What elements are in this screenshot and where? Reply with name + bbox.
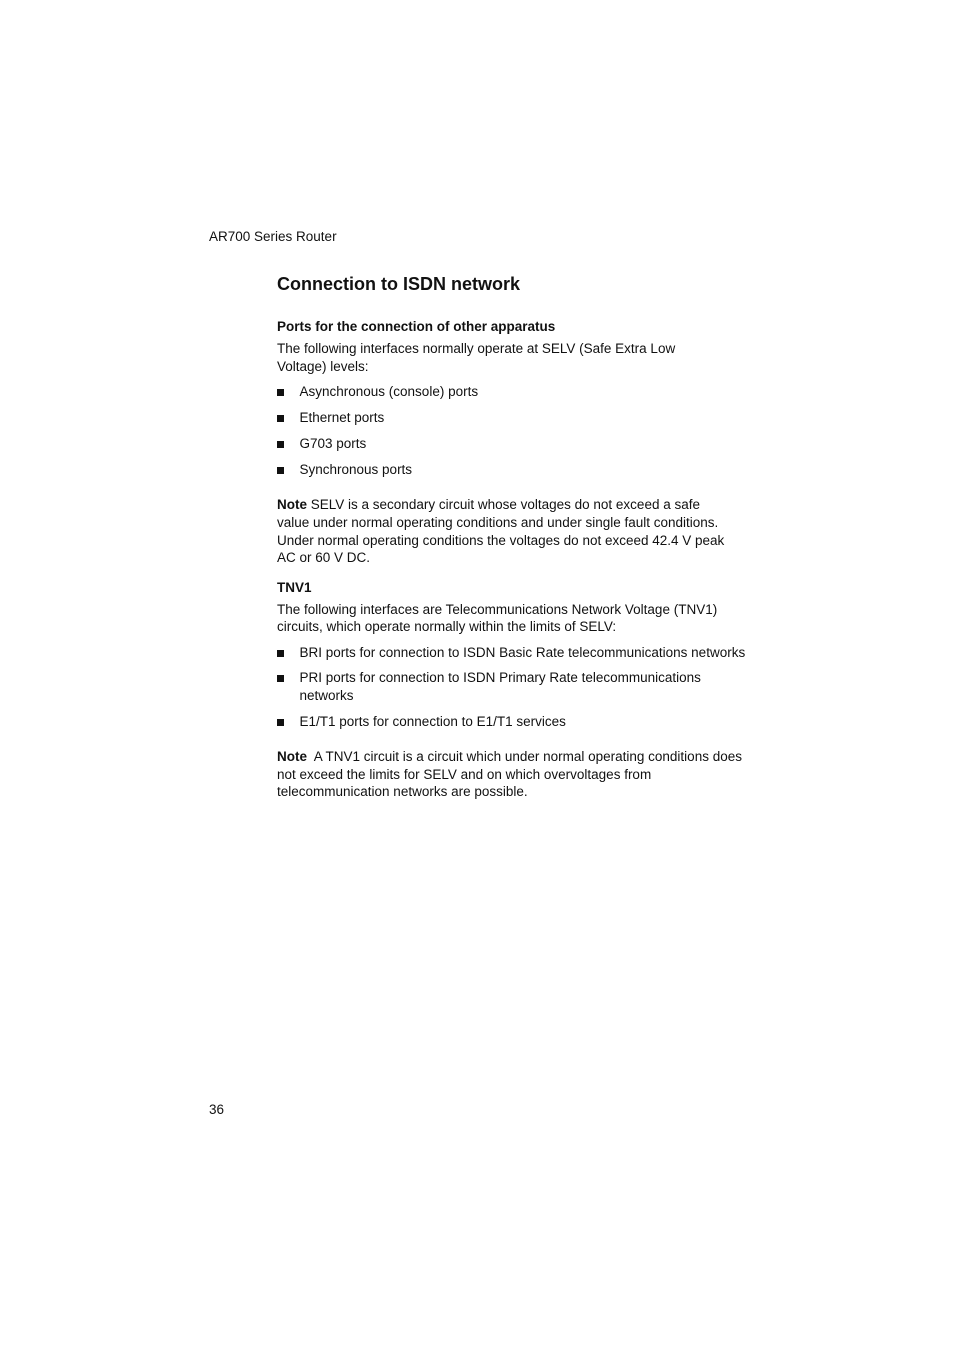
list-item xyxy=(277,383,752,401)
tnv1-note xyxy=(277,748,747,801)
note-text: SELV is a secondary circuit whose voltages do not exceed a safe value under normal operating conditions and under single fault conditions. Under normal operating conditions the voltages do not exceed 42.4 V peak AC or 60 V DC. xyxy=(277,497,725,566)
list-item xyxy=(277,461,752,479)
square-bullet-icon xyxy=(277,389,284,396)
running-header: AR700 Series Router xyxy=(209,229,337,244)
list-item xyxy=(277,409,752,427)
square-bullet-icon xyxy=(277,719,284,726)
ports-intro: The following interfaces normally operate at SELV (Safe Extra Low Voltage) levels: xyxy=(277,341,676,374)
tnv1-heading: TNV1 xyxy=(277,579,312,595)
list-item-text: BRI ports for connection to ISDN Basic Rate telecommunications networks xyxy=(299,644,746,660)
selv-ports-list xyxy=(277,383,752,478)
tnv1-ports-list xyxy=(277,644,752,731)
list-item xyxy=(277,644,752,662)
note-label: Note xyxy=(277,749,307,765)
list-item xyxy=(277,713,752,731)
ports-heading: Ports for the connection of other apparatus xyxy=(277,319,556,334)
list-item-text: Asynchronous (console) ports xyxy=(299,384,479,400)
note-label: Note xyxy=(277,497,307,513)
square-bullet-icon xyxy=(277,650,284,657)
tnv1-intro: The following interfaces are Telecommunications Network Voltage (TNV1) circuits, which operate normally within the limits of SELV: xyxy=(277,601,718,635)
square-bullet-icon xyxy=(277,415,284,422)
list-item-text: PRI ports for connection to ISDN Primary Rate telecommunications networks xyxy=(299,670,701,703)
note-text: A TNV1 circuit is a circuit which under normal operating conditions does not exceed the limits for SELV and on which overvoltages from telecommunication networks are possible. xyxy=(277,749,742,800)
page-number: 36 xyxy=(209,1102,225,1117)
list-item xyxy=(277,669,730,704)
list-item-text: G703 ports xyxy=(299,436,367,452)
list-item-text: Ethernet ports xyxy=(299,410,385,426)
section-title: Connection to ISDN network xyxy=(277,274,520,294)
selv-note xyxy=(277,496,727,566)
list-item-text: Synchronous ports xyxy=(299,461,413,477)
square-bullet-icon xyxy=(277,441,284,448)
list-item-text: E1/T1 ports for connection to E1/T1 services xyxy=(299,713,566,729)
page-content xyxy=(277,272,752,801)
square-bullet-icon xyxy=(277,675,284,682)
square-bullet-icon xyxy=(277,467,284,474)
list-item xyxy=(277,435,752,453)
